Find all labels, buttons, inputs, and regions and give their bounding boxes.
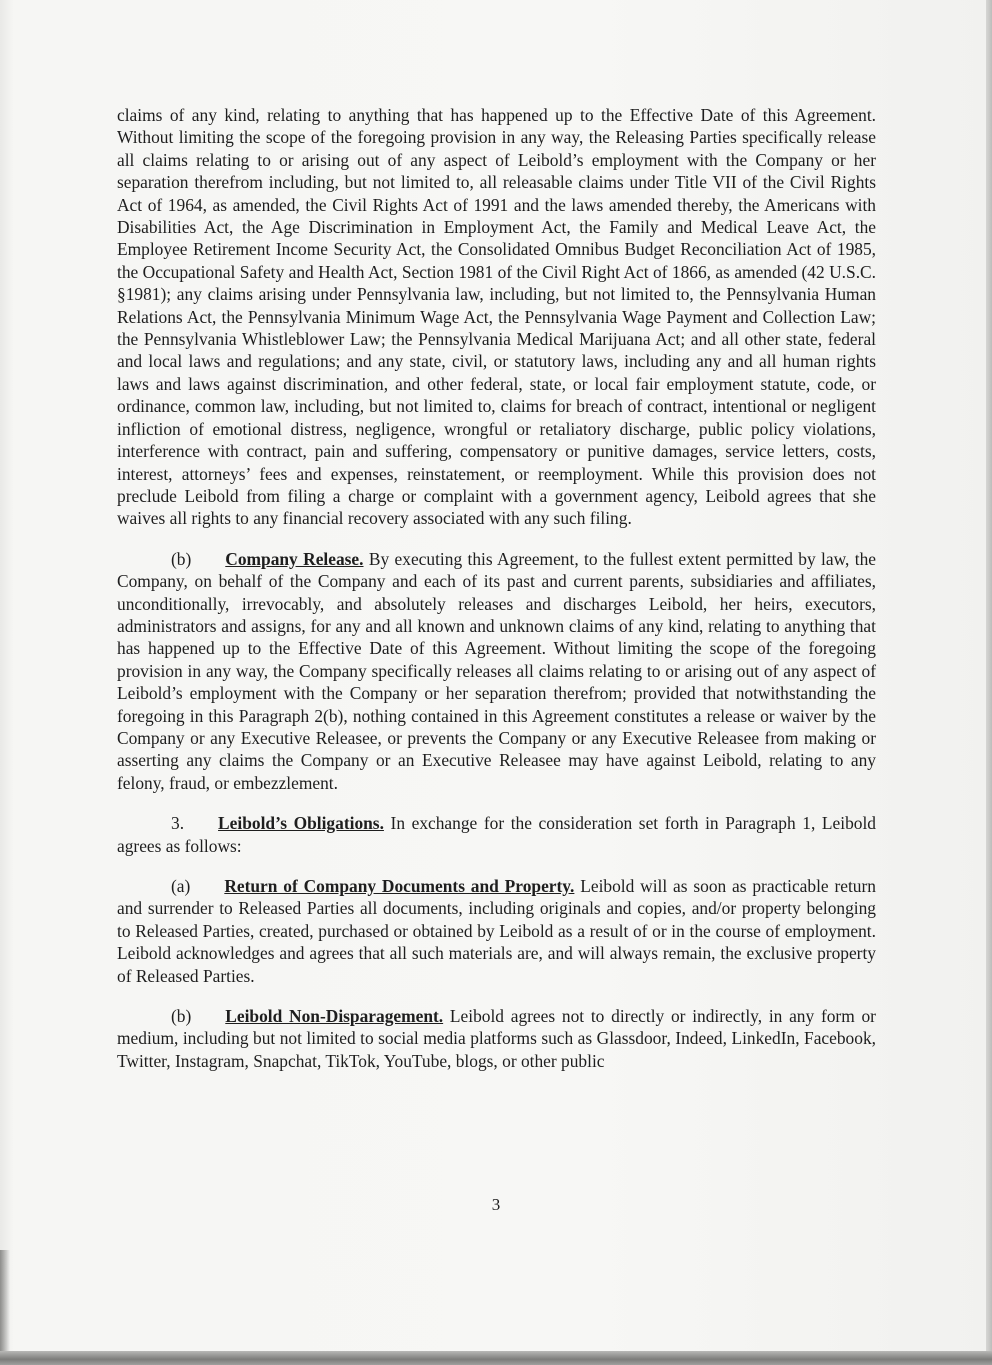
paragraph-return-property <box>117 875 876 987</box>
paragraph-company-release <box>117 548 876 794</box>
page-edge-shadow-right <box>986 0 992 1365</box>
page-edge-shadow-left <box>0 1250 10 1365</box>
non-disparagement-label: (b) <box>171 1006 192 1027</box>
document-body <box>117 104 876 1090</box>
company-release-body: By executing this Agreement, to the fullest extent permitted by law, the Company, on behalf of the Company and each of its past and current parents, subsidiaries and affiliates, unconditionally, irrevocably, and absolutely releases and discharges Leibold, her heirs, executors, administrators and assigns, for any and all known and unknown claims of any kind, relating to anything that has happened up to the Effective Date of this Agreement. Without limiting the scope of the foregoing provision in any way, the Company specifically releases all claims relating to or arising out of any aspect of Leibold’s employment with the Company or her separation therefrom; provided that notwithstanding the foregoing in this Paragraph 2(b), nothing contained in this Agreement constitutes a release or waiver by the Company or any Executive Releasee, or prevents the Company or any Executive Releasee from making or asserting any claims the Company or an Executive Releasee may have against Leibold, relating to any felony, fraud, or embezzlement. <box>117 548 876 793</box>
return-property-label: (a) <box>171 876 191 896</box>
non-disparagement-body: Leibold agrees not to directly or indirectly, in any form or medium, including but not limited to social media platforms such as Glassdoor, Indeed, LinkedIn, Facebook, Twitter, Instagram, Snapchat, TikTok, YouTube, blogs, or other public <box>117 1006 876 1071</box>
paragraph-release-claims-text: claims of any kind, relating to anything that has happened up to the Effective Date of this Agreement. Without limiting the scope of the foregoing provision in any way, the Releasing Parties specifically release all claims relating to or arising out of any aspect of Leibold’s employment with the Company or her separation therefrom including, but not limited to, all releasable claims under Title VII of the Civil Rights Act of 1964, as amended, the Civil Rights Act of 1991 and the laws amended thereby, the Americans with Disabilities Act, the Age Discrimination in Employment Act, the Family and Medical Leave Act, the Employee Retirement Income Security Act, the Consolidated Omnibus Budget Reconciliation Act of 1985, the Occupational Safety and Health Act, Section 1981 of the Civil Right Act of 1866, as amended (42 U.S.C. §1981); any claims arising under Pennsylvania law, including, but not limited to, the Pennsylvania Human Relations Act, the Pennsylvania Minimum Wage Act, the Pennsylvania Wage Payment and Collection Law; the Pennsylvania Whistleblower Law; the Pennsylvania Medical Marijuana Act; and all other state, federal and local laws and regulations; and any state, civil, or statutory laws, including any and all human rights laws and laws against discrimination, and other federal, state, or local fair employment statute, code, or ordinance, common law, including, but not limited to, claims for breach of contract, intentional or negligent infliction of emotional distress, negligence, wrongful or retaliatory discharge, public policy violations, interference with contract, pain and suffering, compensatory or punitive damages, service letters, costs, interest, attorneys’ fees and expenses, reinstatement, or reemployment. While this provision does not preclude Leibold from filing a charge or complaint with a government agency, Leibold agrees that she waives all rights to any financial recovery associated with any such filing. <box>117 105 876 529</box>
page-edge-shadow-bottom <box>0 1351 992 1365</box>
non-disparagement-heading: Leibold Non-Disparagement. <box>225 1006 444 1027</box>
obligations-label: 3. <box>171 813 185 834</box>
paragraph-non-disparagement <box>117 1005 876 1072</box>
obligations-heading: Leibold’s Obligations. <box>218 813 384 834</box>
paragraph-release-claims <box>117 104 876 530</box>
paragraph-obligations <box>117 812 876 857</box>
company-release-heading: Company Release. <box>225 548 364 569</box>
company-release-label: (b) <box>171 548 192 569</box>
return-property-body: Leibold will as soon as practicable return and surrender to Released Parties all documents, including originals and copies, and/or property belonging to Released Parties, created, purchased or obtained by Leibold as a result of or in the course of employment. Leibold acknowledges and agrees that all such materials are, and will always remain, the exclusive property of Released Parties. <box>117 876 876 986</box>
return-property-heading: Return of Company Documents and Property. <box>224 876 575 896</box>
page-number: 3 <box>491 1195 501 1214</box>
obligations-body: In exchange for the consideration set forth in Paragraph 1, Leibold agrees as follows: <box>117 813 876 856</box>
